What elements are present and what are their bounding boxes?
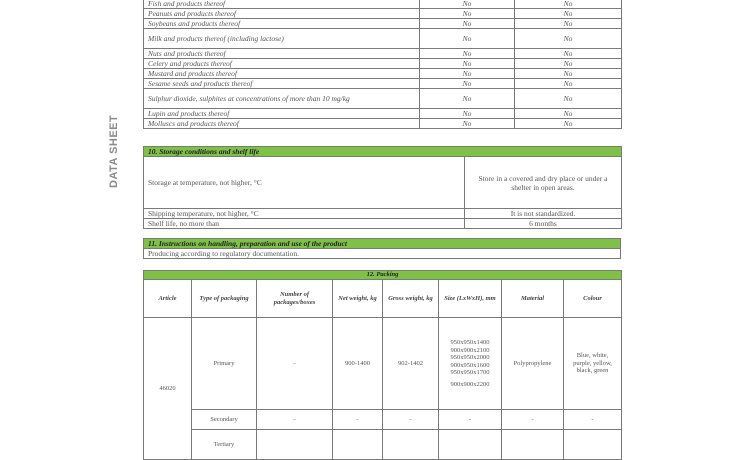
allergen-row [144,29,622,49]
allergen-value-1: No [420,109,515,119]
allergen-name: Milk and products thereof (including lactose) [144,29,420,49]
packing-table [143,270,622,460]
allergen-name: Fish and products thereof [144,0,420,9]
allergen-name: Lupin and products thereof [144,109,420,119]
article-number: 46020 [144,318,192,460]
allergen-value-1: No [420,59,515,69]
packing-column-header: Gross weight, kg [383,280,439,318]
shipping-temp-value: It is not standardized. [465,209,622,219]
allergen-value-2: No [515,29,622,49]
tertiary-gross-weight [383,430,439,460]
allergen-name: Soybeans and products thereof [144,19,420,29]
allergen-value-2: No [515,79,622,89]
allergen-row [144,9,622,19]
allergen-value-2: No [515,69,622,79]
allergen-value-2: No [515,89,622,109]
tertiary-net-weight [333,430,383,460]
instructions-text: Producing according to regulatory documentation. [144,249,621,259]
allergen-value-2: No [515,119,622,129]
size-value: 950x950x1400 [450,339,490,346]
allergen-row [144,0,622,9]
allergen-value-1: No [420,79,515,89]
side-label: DATA SHEET [108,114,120,188]
allergen-value-1: No [420,119,515,129]
allergen-value-2: No [515,9,622,19]
size-value: 900x900x2100 [450,346,490,354]
storage-temp-label: Storage at temperature, not higher, °C [144,157,465,209]
primary-sizes [439,318,502,410]
allergen-value-2: No [515,0,622,9]
secondary-material: - [502,410,564,430]
size-value: 950x950x1700 [450,369,490,376]
tertiary-type: Tertiary [192,430,257,460]
allergen-name: Sulphur dioxide, sulphites at concentrations of more than 10 mg/kg [144,89,420,109]
shelf-life-label: Shelf life, no more than [144,219,465,229]
primary-number: - [257,318,333,410]
secondary-type: Secondary [192,410,257,430]
allergen-value-1: No [420,9,515,19]
allergen-value-2: No [515,59,622,69]
allergen-name: Mustard and products thereof [144,69,420,79]
allergen-table [143,0,622,129]
allergen-value-2: No [515,109,622,119]
allergen-row [144,119,622,129]
allergen-row [144,89,622,109]
shipping-temp-label: Shipping temperature, not higher, °C [144,209,465,219]
allergen-name: Celery and products thereof [144,59,420,69]
allergen-value-1: No [420,29,515,49]
allergen-row [144,59,622,69]
allergen-value-1: No [420,89,515,109]
secondary-gross-weight: - [383,410,439,430]
allergen-row [144,49,622,59]
secondary-colour: - [564,410,622,430]
storage-temp-value: Store in a covered and dry place or under a shelter in open areas. [465,157,622,209]
primary-type: Primary [192,318,257,410]
size-value: 900x900x2200 [450,380,490,388]
size-value: 900x950x1600 [450,361,490,369]
packing-column-header: Material [502,280,564,318]
instructions-header: 11. Instructions on handling, preparation and use of the product [144,239,621,249]
packing-header: 12. Packing [144,271,622,280]
primary-material: Polypropylene [502,318,564,410]
tertiary-number [257,430,333,460]
packing-column-header: Size (LxWxH), mm [439,280,502,318]
allergen-value-2: No [515,49,622,59]
tertiary-material [502,430,564,460]
primary-gross-weight: 902-1402 [383,318,439,410]
allergen-value-1: No [420,49,515,59]
packing-column-header: Number of packages/boxes [257,280,333,318]
allergen-value-1: No [420,0,515,9]
packing-column-header: Type of packaging [192,280,257,318]
allergen-name: Molluscs and products thereof [144,119,420,129]
size-value: 950x950x2000 [450,354,490,361]
secondary-number: - [257,410,333,430]
allergen-row [144,69,622,79]
primary-net-weight: 900-1400 [333,318,383,410]
packing-column-header: Net weight, kg [333,280,383,318]
storage-table [143,146,622,229]
packing-column-header: Article [144,280,192,318]
packing-column-header: Colour [564,280,622,318]
allergen-row [144,19,622,29]
storage-header: 10. Storage conditions and shelf life [144,147,622,157]
instructions-table [143,238,621,259]
secondary-size: - [439,410,502,430]
shelf-life-value: 6 months [465,219,622,229]
primary-colour: Blue, white, purple, yellow, black, green [564,318,622,410]
tertiary-colour [564,430,622,460]
tertiary-size [439,430,502,460]
allergen-value-2: No [515,19,622,29]
allergen-name: Sesame seeds and products thereof [144,79,420,89]
allergen-row [144,79,622,89]
allergen-row [144,109,622,119]
allergen-value-1: No [420,19,515,29]
secondary-net-weight: - [333,410,383,430]
allergen-name: Peanuts and products thereof [144,9,420,19]
allergen-value-1: No [420,69,515,79]
allergen-name: Nuts and products thereof [144,49,420,59]
